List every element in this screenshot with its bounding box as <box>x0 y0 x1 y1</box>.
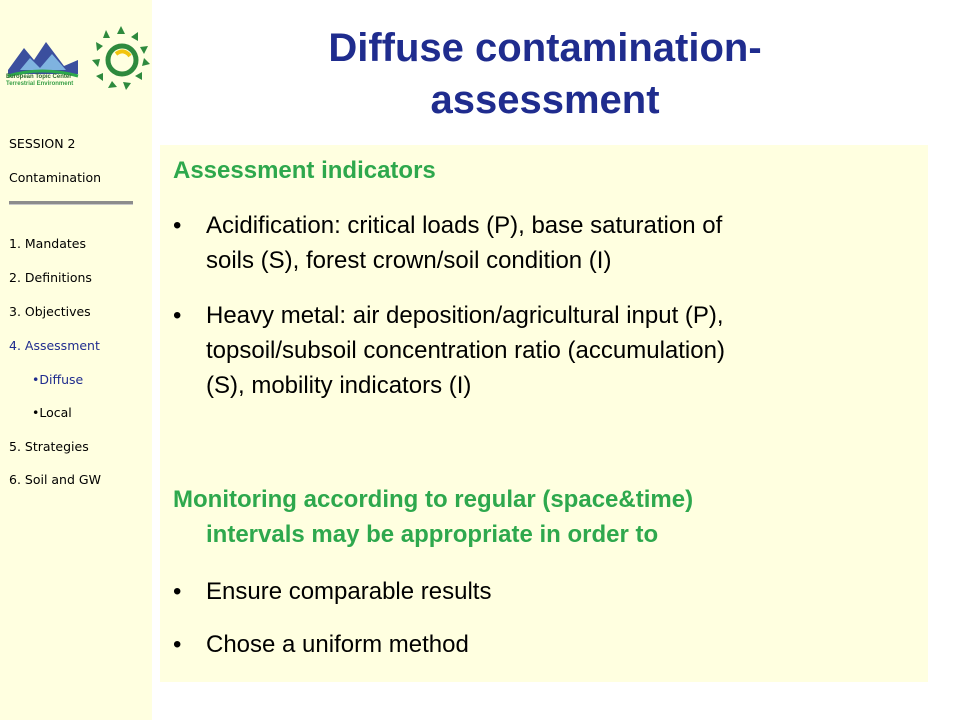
nav-subitem-diffuse[interactable]: •Diffuse <box>32 372 84 387</box>
nav-item-mandates[interactable]: 1. Mandates <box>9 236 86 251</box>
bullet-line: Heavy metal: air deposition/agricultural input (P), <box>206 302 724 329</box>
section-heading-monitoring <box>173 482 893 552</box>
bullet-glyph: • <box>173 302 182 329</box>
bullet-line: topsoil/subsoil concentration ratio (accumulation) <box>206 337 725 364</box>
nav-item-strategies[interactable]: 5. Strategies <box>9 439 89 454</box>
section-heading-line: intervals may be appropriate in order to <box>206 521 659 548</box>
bullet-text <box>206 208 906 278</box>
session-label: SESSION 2 <box>9 136 76 151</box>
bullet-glyph: • <box>173 212 182 239</box>
bullet-text: Chose a uniform method <box>206 631 469 658</box>
nav-item-soil-gw[interactable]: 6. Soil and GW <box>9 472 101 487</box>
etc-subtitle: Terrestrial Environment <box>6 81 74 87</box>
bullet-line: Acidification: critical loads (P), base saturation of <box>206 212 723 239</box>
bullet-text <box>206 298 906 403</box>
session-topic: Contamination <box>9 170 102 185</box>
slide-title-line1: Diffuse contamination- <box>328 26 762 70</box>
nav-subitem-local[interactable]: •Local <box>32 405 72 420</box>
nav-item-definitions[interactable]: 2. Definitions <box>9 270 92 285</box>
bullet-text: Ensure comparable results <box>206 578 492 605</box>
eu-star-flag-icon <box>90 24 152 94</box>
content-panel <box>160 145 928 682</box>
slide-title-line2: assessment <box>430 78 660 122</box>
sidebar <box>0 0 152 720</box>
slide-title <box>230 22 860 126</box>
logo-area <box>6 24 146 104</box>
section-heading-line: Monitoring according to regular (space&time) <box>173 486 694 513</box>
bullet-glyph: • <box>173 578 182 605</box>
section-heading-indicators: Assessment indicators <box>173 157 436 184</box>
etc-logo-text <box>6 74 82 88</box>
bullet-line: (S), mobility indicators (I) <box>206 372 472 399</box>
bullet-glyph: • <box>173 631 182 658</box>
nav-item-objectives[interactable]: 3. Objectives <box>9 304 91 319</box>
sidebar-divider <box>9 201 133 205</box>
nav-item-assessment[interactable]: 4. Assessment <box>9 338 100 353</box>
etc-name: European Topic Center <box>6 74 72 80</box>
bullet-line: soils (S), forest crown/soil condition (I) <box>206 247 612 274</box>
